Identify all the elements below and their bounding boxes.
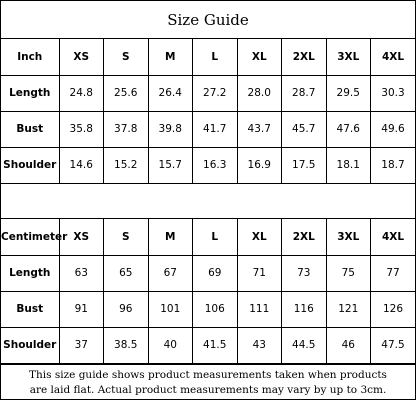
table-cell: 43.7 [237, 111, 282, 147]
table-cell: 29.5 [326, 75, 371, 111]
table-cell: 24.8 [59, 75, 104, 111]
size-header: L [193, 39, 238, 75]
row-label: Bust [1, 291, 59, 327]
table-cell: 106 [193, 291, 238, 327]
table-cell: 18.1 [326, 147, 371, 183]
table-cell: 41.5 [193, 327, 238, 363]
row-label: Bust [1, 111, 59, 147]
table-cell: 47.6 [326, 111, 371, 147]
table-cell: 77 [371, 255, 416, 291]
table-cell: 46 [326, 327, 371, 363]
table-row [1, 327, 415, 363]
size-header: XS [59, 39, 104, 75]
row-label: Length [1, 75, 59, 111]
table-cell: 96 [104, 291, 149, 327]
size-header: XL [237, 219, 282, 255]
table-cell: 67 [148, 255, 193, 291]
table-cell: 75 [326, 255, 371, 291]
table-cell: 15.7 [148, 147, 193, 183]
size-header: M [148, 39, 193, 75]
row-label: Shoulder [1, 327, 59, 363]
row-label: Length [1, 255, 59, 291]
table-cell: 63 [59, 255, 104, 291]
table-cell: 35.8 [59, 111, 104, 147]
size-header: 4XL [371, 219, 416, 255]
row-label: Shoulder [1, 147, 59, 183]
unit-label-centimeter: Centimeter [1, 219, 59, 255]
page-title: Size Guide [1, 1, 415, 39]
table-cell: 28.0 [237, 75, 282, 111]
disclaimer-line-1: This size guide shows product measurements taken when products [29, 369, 387, 381]
table-cell: 126 [371, 291, 416, 327]
table-cell: 25.6 [104, 75, 149, 111]
table-cell: 44.5 [282, 327, 327, 363]
centimeter-header-row [1, 219, 415, 255]
table-cell: 15.2 [104, 147, 149, 183]
inch-header-row [1, 39, 415, 75]
disclaimer-line-2: are laid flat. Actual product measurements may vary by up to 3cm. [29, 384, 387, 396]
section-spacer [1, 183, 415, 219]
table-cell: 26.4 [148, 75, 193, 111]
size-header: L [193, 219, 238, 255]
inch-size-table [1, 39, 415, 184]
table-cell: 37 [59, 327, 104, 363]
size-header: S [104, 39, 149, 75]
table-cell: 28.7 [282, 75, 327, 111]
size-header: XL [237, 39, 282, 75]
table-cell: 121 [326, 291, 371, 327]
table-cell: 17.5 [282, 147, 327, 183]
table-cell: 30.3 [371, 75, 416, 111]
size-header: S [104, 219, 149, 255]
size-header: 3XL [326, 219, 371, 255]
size-header: M [148, 219, 193, 255]
table-row [1, 75, 415, 111]
table-cell: 47.5 [371, 327, 416, 363]
size-header: 2XL [282, 39, 327, 75]
table-cell: 69 [193, 255, 238, 291]
table-cell: 43 [237, 327, 282, 363]
size-header: XS [59, 219, 104, 255]
table-cell: 49.6 [371, 111, 416, 147]
table-cell: 40 [148, 327, 193, 363]
size-header: 2XL [282, 219, 327, 255]
centimeter-size-table [1, 219, 415, 364]
table-row [1, 147, 415, 183]
table-cell: 101 [148, 291, 193, 327]
table-cell: 14.6 [59, 147, 104, 183]
table-row [1, 255, 415, 291]
table-cell: 16.9 [237, 147, 282, 183]
table-cell: 111 [237, 291, 282, 327]
table-cell: 39.8 [148, 111, 193, 147]
table-cell: 45.7 [282, 111, 327, 147]
table-row [1, 111, 415, 147]
table-cell: 41.7 [193, 111, 238, 147]
table-cell: 27.2 [193, 75, 238, 111]
table-cell: 73 [282, 255, 327, 291]
table-cell: 71 [237, 255, 282, 291]
table-cell: 91 [59, 291, 104, 327]
table-cell: 37.8 [104, 111, 149, 147]
table-row [1, 291, 415, 327]
table-cell: 116 [282, 291, 327, 327]
table-cell: 18.7 [371, 147, 416, 183]
table-cell: 38.5 [104, 327, 149, 363]
size-header: 3XL [326, 39, 371, 75]
table-cell: 16.3 [193, 147, 238, 183]
unit-label-inch: Inch [1, 39, 59, 75]
measurement-disclaimer [1, 364, 415, 399]
size-header: 4XL [371, 39, 416, 75]
table-cell: 65 [104, 255, 149, 291]
